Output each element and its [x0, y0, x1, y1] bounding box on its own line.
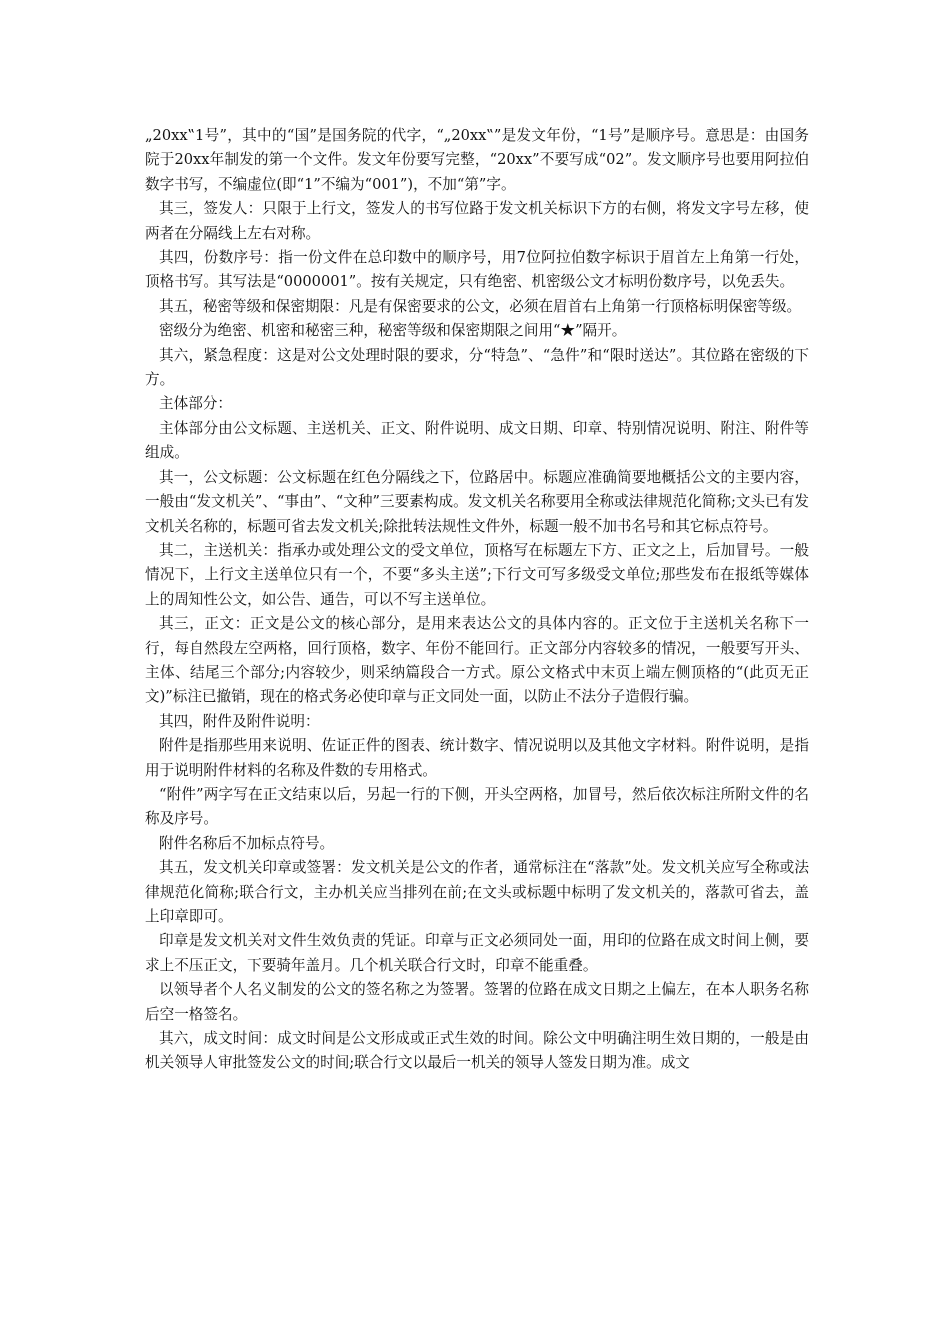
paragraph-date: 其六，成文时间：成文时间是公文形成或正式生效的时间。除公文中明确注明生效日期的，一般是由机关领导人审批签发公文的时间;联合行文以最后一机关的领导人签发日期为准。成文	[145, 1030, 809, 1072]
paragraph-seal-rules: 印章是发文机关对文件生效负责的凭证。印章与正文必须同处一面，用印的位路在成文时间上侧，要求上不压正文，下要骑年盖月。几个机关联合行文时，印章不能重叠。	[145, 932, 809, 974]
paragraph-secrecy-classes: 密级分为绝密、机密和秘密三种，秘密等级和保密期限之间用“★”隔开。	[159, 322, 627, 340]
paragraph-secrecy-level: 其五，秘密等级和保密期限：凡是有保密要求的公文，必须在眉首右上角第一行顶格标明保密等级。	[159, 297, 802, 315]
paragraph-attachment-definition: 附件是指那些用来说明、佐证正件的图表、统计数字、情况说明以及其他文字材料。附件说明，是指用于说明附件材料的名称及件数的专用格式。	[145, 737, 809, 779]
paragraph-attachment-name-punctuation: 附件名称后不加标点符号。	[159, 834, 335, 852]
paragraph-doc-number-explanation: „20xx‟1号”，其中的“国”是国务院的代字，“„20xx‟”是发文年份，“1号”是顺序号。意思是：由国务院于20xx年制发的第一个文件。发文年份要写完整，“20xx”不要写成“02”。发文顺序号也要用阿拉伯数字书写，不编虚位(即“1”不编为“001”)，不加“第”字。	[145, 127, 809, 193]
paragraph-seal-signature: 其五，发文机关印章或签署：发文机关是公文的作者，通常标注在“落款”处。发文机关应写全称或法律规范化简称;联合行文，主办机关应当排列在前;在文头或标题中标明了发文机关的，落款可省去，盖上印章即可。	[145, 859, 809, 925]
paragraph-signature-rules: 以领导者个人名义制发的公文的签名称之为签署。签署的位路在成文日期之上偏左，在本人职务名称后空一格签名。	[145, 981, 809, 1023]
paragraph-copy-number: 其四，份数序号：指一份文件在总印数中的顺序号，用7位阿拉伯数字标识于眉首左上角第一行处，顶格书写。其写法是“0000001”。按有关规定，只有绝密、机密级公文才标明份数序号，以免丢失。	[145, 249, 809, 291]
paragraph-urgency: 其六，紧急程度：这是对公文处理时限的要求，分“特急”、“急件”和“限时送达”。其位路在密级的下方。	[145, 346, 809, 389]
document-body	[145, 124, 809, 1076]
paragraph-recipient: 其二，主送机关：指承办或处理公文的受文单位，顶格写在标题左下方、正文之上，后加冒号。一般情况下，上行文主送单位只有一个，不要“多头主送”;下行文可写多级受文单位;那些发布在报纸等媒体上的周知性公文，如公告、通告，可以不写主送单位。	[145, 541, 809, 608]
paragraph-signer: 其三，签发人：只限于上行文，签发人的书写位路于发文机关标识下方的右侧，将发文字号左移，使两者在分隔线上左右对称。	[145, 200, 809, 242]
paragraph-attachments-heading: 其四，附件及附件说明：	[159, 712, 320, 730]
paragraph-main-text: 其三，正文：正文是公文的核心部分，是用来表达公文的具体内容的。正文位于主送机关名称下一行，每自然段左空两格，回行顶格，数字、年份不能回行。正文部分内容较多的情况，一般要写开头、主体、结尾三个部分;内容较少，则采纳篇段合一方式。原公文格式中末页上端左侧顶格的“(此页无正文)”标注已撤销，现在的格式务必使印章与正文同处一面，以防止不法分子造假行骗。	[145, 615, 809, 706]
paragraph-title: 其一，公文标题：公文标题在红色分隔线之下，位路居中。标题应准确简要地概括公文的主要内容，一般由“发文机关”、“事由”、“文种”三要素构成。发文机关名称要用全称或法律规范化简称;文头已有发文机关名称的，标题可省去发文机关;除批转法规性文件外，标题一般不加书名号和其它标点符号。	[145, 468, 809, 535]
paragraph-main-body-heading: 主体部分：	[159, 395, 232, 413]
paragraph-main-body-components: 主体部分由公文标题、主送机关、正文、附件说明、成文日期、印章、特别情况说明、附注、附件等组成。	[145, 419, 809, 462]
paragraph-attachment-format: “附件”两字写在正文结束以后，另起一行的下侧，开头空两格，加冒号，然后依次标注所附文件的名称及序号。	[145, 785, 809, 828]
